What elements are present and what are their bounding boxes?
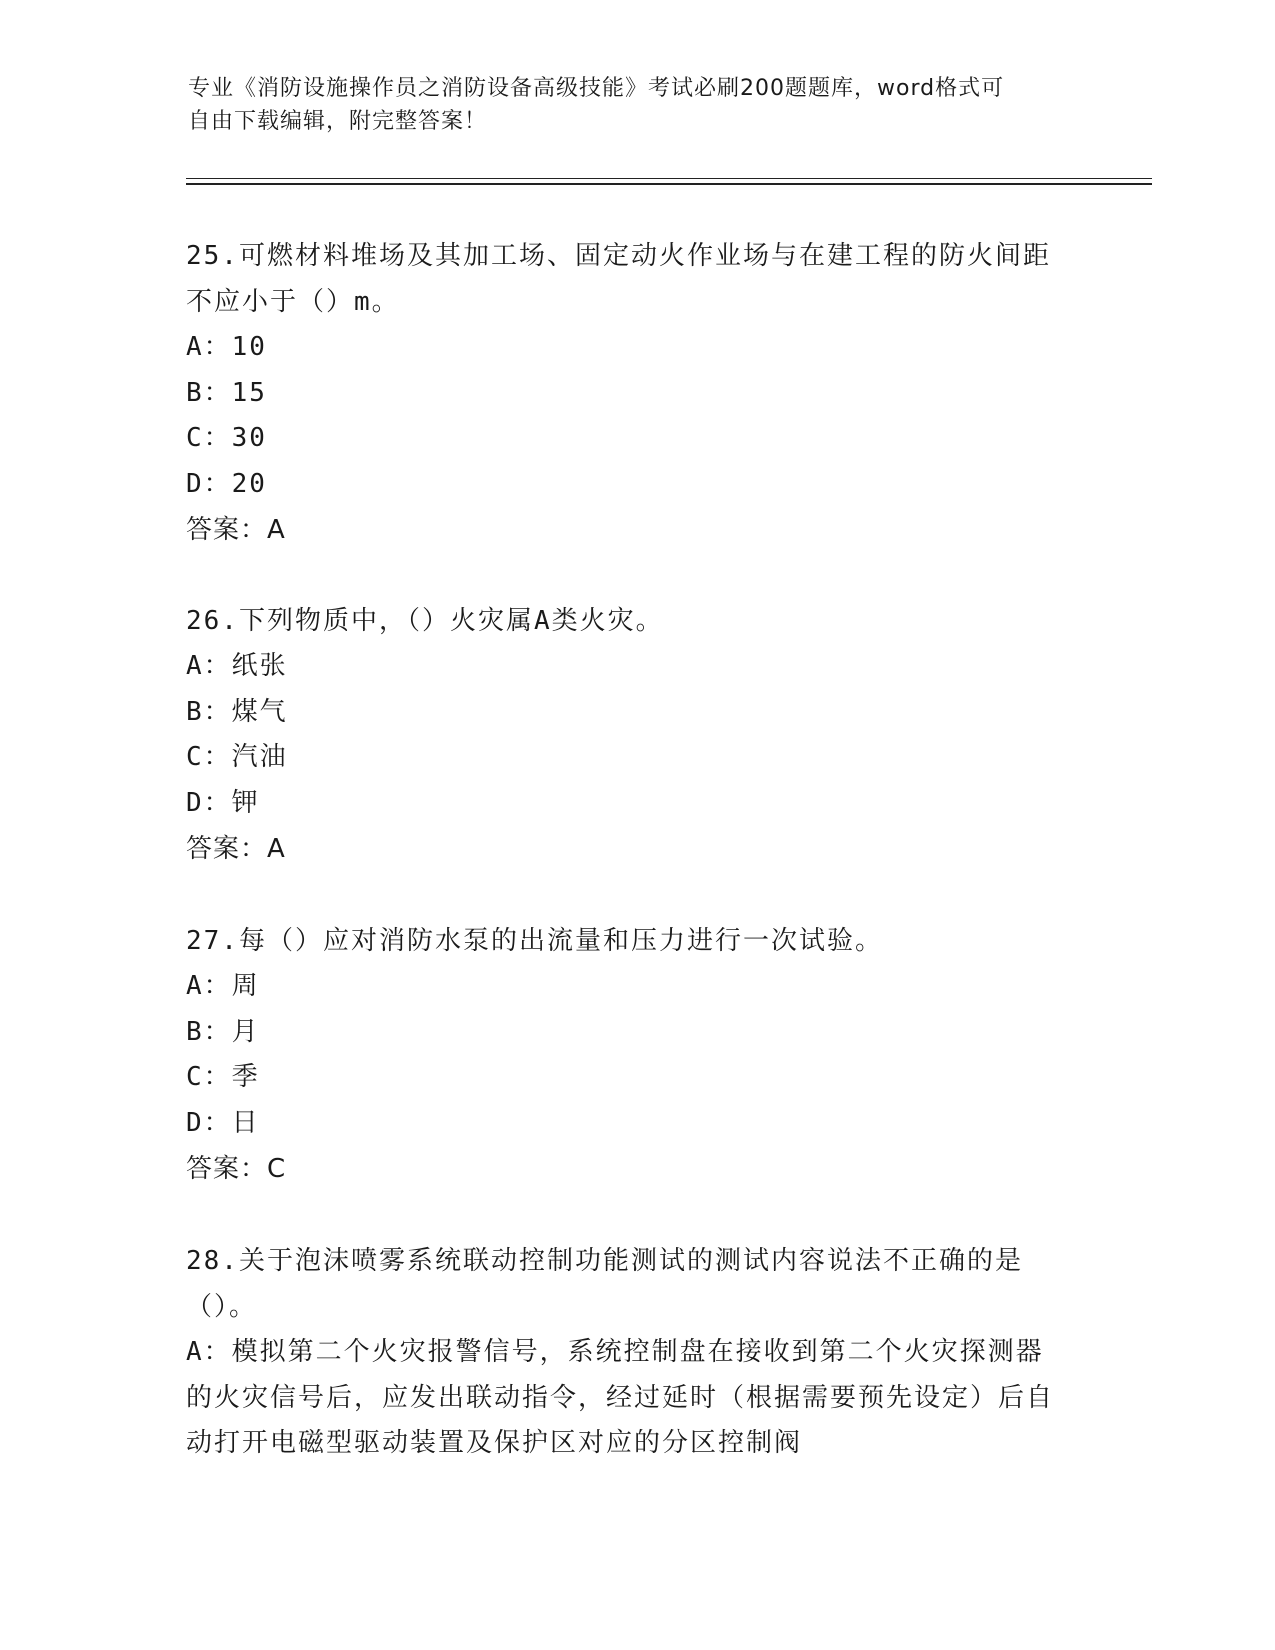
option-c: C：季 [186,1062,260,1092]
question-27 [186,918,1066,1192]
question-text: 27.每（）应对消防水泵的出流量和压力进行一次试验。 [186,926,883,956]
question-text: 26.下列物质中，（）火灾属A类火灾。 [186,606,664,636]
header-line-2: 自由下载编辑，附完整答案！ [188,109,488,134]
header-divider-thin [186,178,1152,179]
question-text: 25.可燃材料堆场及其加工场、固定动火作业场与在建工程的防火间距不应小于（）m。 [186,241,1051,317]
question-text: 28.关于泡沫喷雾系统联动控制功能测试的测试内容说法不正确的是（）。 [186,1246,1023,1322]
option-d: D：20 [186,468,267,499]
option-b: B：月 [186,1016,260,1047]
answer-line: 答案：A [186,515,286,545]
option-c: C：汽油 [186,742,288,772]
option-d: D：日 [186,1107,260,1138]
question-26 [186,598,1066,872]
option-b: B：煤气 [186,696,288,727]
option-a: A：纸张 [186,651,288,681]
option-a: A：模拟第二个火灾报警信号，系统控制盘在接收到第二个火灾探测器的火灾信号后，应发出联动指令，经过延时（根据需要预先设定）后自动打开电磁型驱动装置及保护区对应的分区控制阀 [186,1337,1055,1458]
option-d: D：钾 [186,787,260,818]
answer-line: 答案：A [186,834,286,864]
header-line-1: 专业《消防设施操作员之消防设备高级技能》考试必刷200题题库，word格式可 [188,76,1005,101]
header-divider-thick [186,183,1152,185]
question-25 [186,233,1066,553]
answer-line: 答案：C [186,1154,287,1184]
option-c: C：30 [186,423,267,453]
option-a: A：周 [186,971,260,1001]
question-28 [186,1238,1066,1467]
document-header [188,72,1088,138]
option-b: B：15 [186,377,267,408]
option-a: A：10 [186,332,267,362]
